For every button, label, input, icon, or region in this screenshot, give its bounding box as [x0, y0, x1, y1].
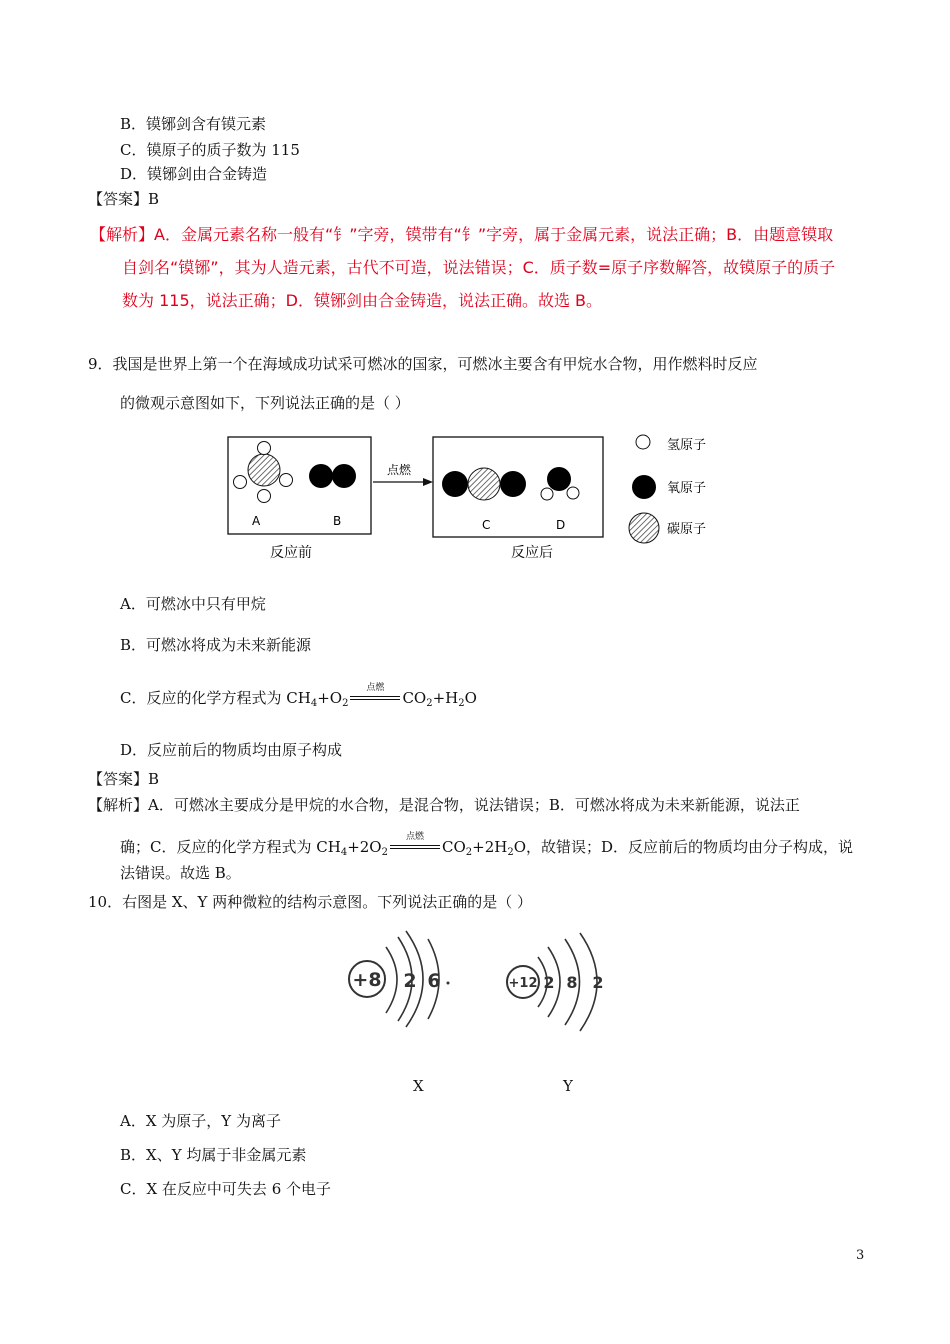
legend-carbon: 碳原子	[667, 522, 707, 537]
legend-carbon-swatch	[629, 513, 659, 543]
arrow-label: 点燃	[387, 463, 412, 477]
q9-analysis-line2: 确；C．反应的化学方程式为 $CH_4+2O_2$ 点燃 $CO_2+2H_2O$，故错误；D．反应前后的物质均由分子构成，说	[120, 836, 853, 858]
q9-stem-line2: 的微观示意图如下，下列说法正确的是（ ）	[120, 394, 410, 412]
y-shell-1: 2	[543, 973, 555, 992]
q9-option-d: D．反应前后的物质均由原子构成	[120, 741, 343, 759]
q8-analysis-line2: 自剑名“镆铘”，其为人造元素，古代不可造，说法错误；C．质子数=原子序数解答，故镆原子的质子	[122, 258, 836, 277]
reaction-diagram	[215, 430, 735, 565]
q8-analysis-line1: 【解析】A．金属元素名称一般有“钅”字旁，镆带有“钅”字旁，属于金属元素，说法正确；B．由题意镆取	[90, 225, 834, 244]
oxygen-molecule	[309, 464, 356, 488]
legend-hydrogen: 氢原子	[667, 438, 707, 453]
q10-option-c: C．X 在反应中可失去 6 个电子	[120, 1180, 332, 1198]
q8-option-c: C．镆原子的质子数为 115	[120, 141, 300, 159]
label-c: C	[482, 518, 491, 532]
y-shell-2: 8	[566, 973, 578, 992]
x-shell-2: 6	[427, 970, 441, 992]
q9-analysis-line2-prefix: 确；C．反应的化学方程式为 CH	[120, 838, 341, 856]
legend-oxygen-swatch	[632, 475, 656, 499]
y-label: Y	[563, 1077, 573, 1095]
q8-option-b: B．镆铘剑含有镆元素	[120, 115, 267, 133]
methane-molecule	[234, 442, 293, 503]
before-caption: 反应前	[270, 545, 312, 561]
q8-answer: 【答案】B	[88, 190, 160, 208]
q9-option-c: C．反应的化学方程式为 $CH_4+O_2$ 点燃 $CO_2+H_2O$	[120, 687, 477, 709]
reaction-condition-2-label: 点燃	[405, 832, 424, 842]
x-label: X	[413, 1077, 424, 1095]
reaction-condition-label: 点燃	[366, 683, 385, 693]
label-b: B	[333, 514, 342, 528]
label-a: A	[252, 514, 261, 528]
q9-answer: 【答案】B	[88, 770, 160, 788]
x-dot	[447, 982, 450, 985]
q10-stem: 10．右图是 X、Y 两种微粒的结构示意图。下列说法正确的是（ ）	[88, 893, 532, 911]
page-number: 3	[856, 1248, 865, 1263]
after-caption: 反应后	[511, 545, 553, 561]
q9-option-a: A．可燃冰中只有甲烷	[120, 595, 266, 613]
legend-oxygen: 氧原子	[667, 481, 707, 496]
co2-molecule	[442, 468, 526, 500]
q8-analysis-line3: 数为 115，说法正确；D．镆铘剑由合金铸造，说法正确。故选 B。	[122, 291, 603, 310]
q9-option-c-prefix: C．反应的化学方程式为 CH	[120, 689, 311, 707]
label-d: D	[556, 518, 566, 532]
q9-analysis-line3: 法错误。故选 B。	[120, 864, 241, 882]
x-nucleus: +8	[352, 969, 382, 991]
q9-option-b: B．可燃冰将成为未来新能源	[120, 636, 312, 654]
x-shell-1: 2	[403, 970, 417, 992]
y-nucleus: +12	[508, 976, 538, 991]
atom-structure-diagrams	[340, 925, 620, 1035]
q9-analysis-line2-suffix: ，故错误；D．反应前后的物质均由分子构成，说	[526, 838, 854, 856]
q10-option-a: A．X 为原子，Y 为离子	[120, 1112, 281, 1130]
q8-option-d: D．镆铘剑由合金铸造	[120, 165, 268, 183]
q9-analysis-line1: 【解析】A．可燃冰主要成分是甲烷的水合物，是混合物，说法错误；B．可燃冰将成为未来新能源，说法正	[88, 796, 800, 814]
y-shell-3: 2	[592, 973, 604, 992]
reaction-condition-2	[390, 832, 440, 857]
water-molecule	[541, 467, 579, 500]
q9-stem-line1: 9．我国是世界上第一个在海域成功试采可燃冰的国家，可燃冰主要含有甲烷水合物，用作燃料时反应	[88, 355, 758, 373]
q10-option-b: B．X、Y 均属于非金属元素	[120, 1146, 307, 1164]
reaction-condition	[350, 683, 400, 708]
legend-hydrogen-swatch	[636, 435, 650, 449]
